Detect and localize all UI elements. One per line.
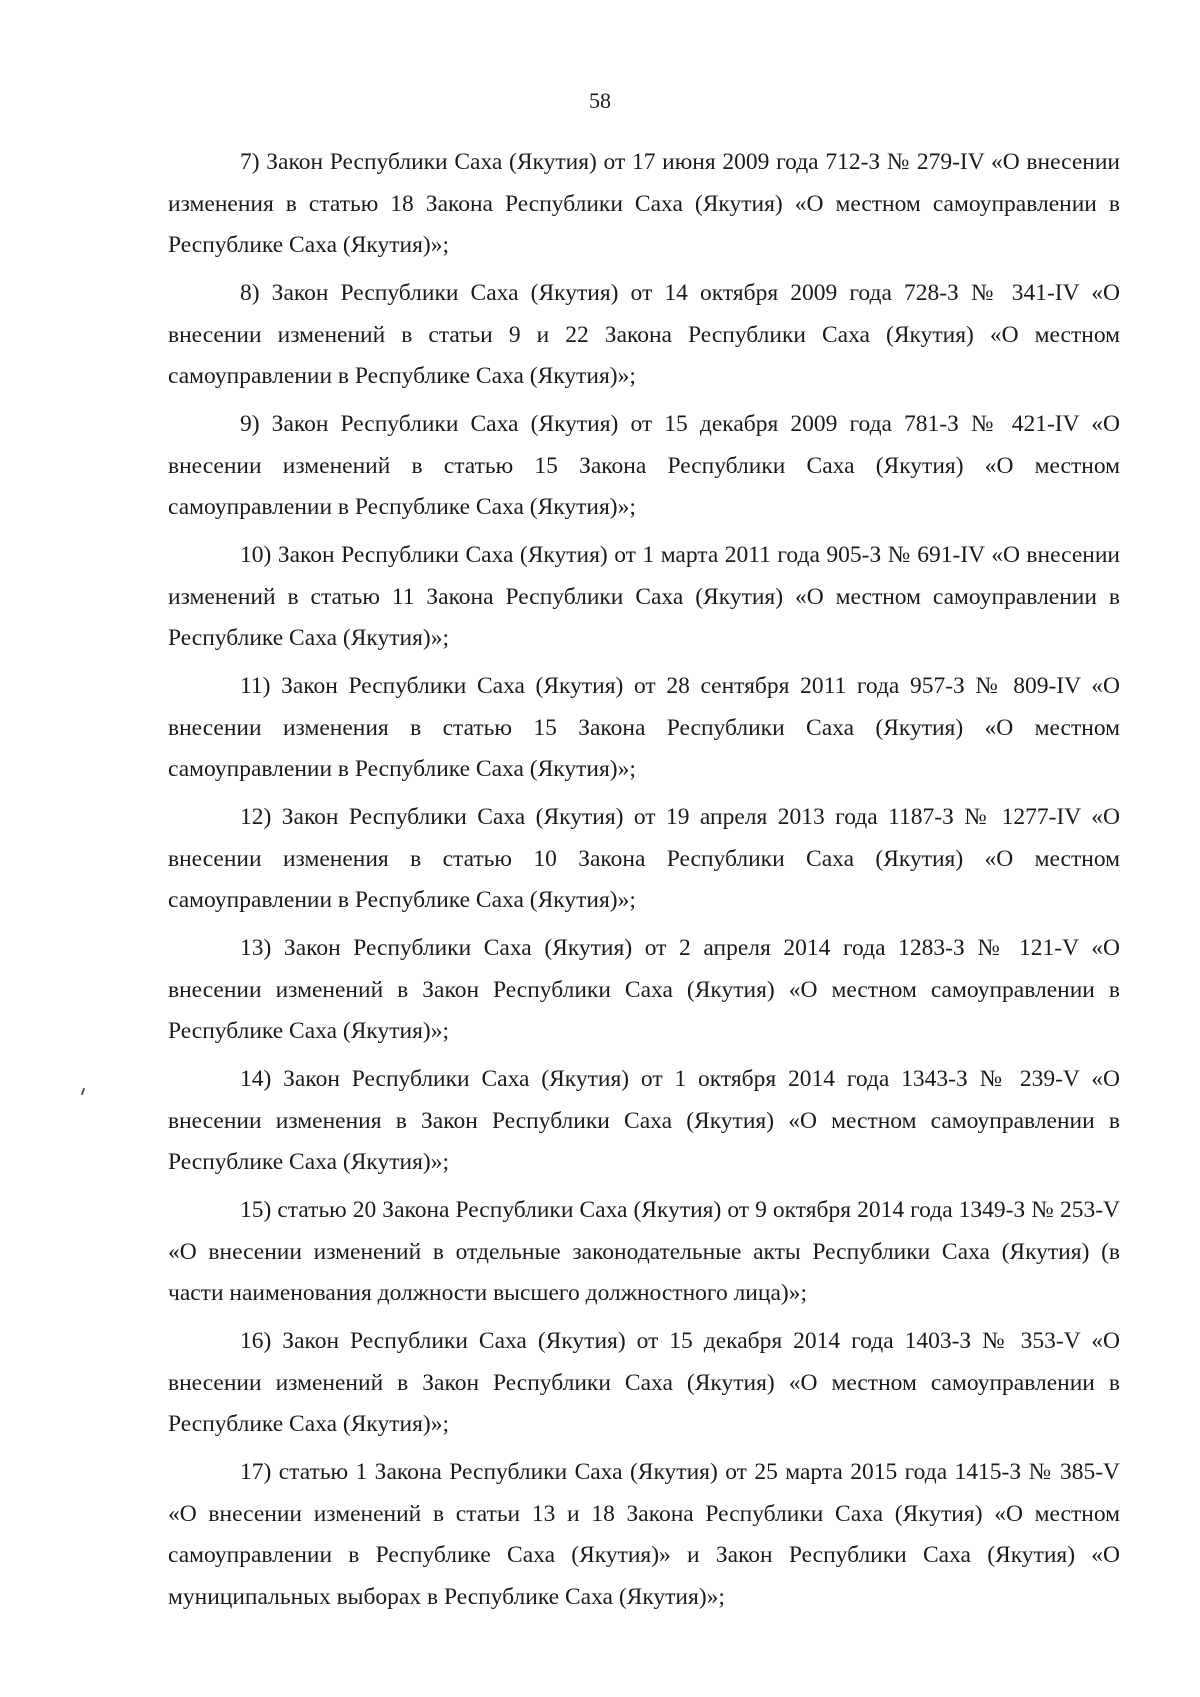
- list-item: 7) Закон Республики Саха (Якутия) от 17 июня 2009 года 712-З № 279-IV «О внесении изменения в статью 18 Закона Республики Саха (Якутия) «О местном самоуправлении в Республике Саха (Якутия)»;: [168, 149, 1120, 258]
- list-item: 13) Закон Республики Саха (Якутия) от 2 апреля 2014 года 1283-З № 121-V «О внесении изменений в Закон Республики Саха (Якутия) «О местном самоуправлении в Республике Саха (Якутия)»;: [168, 935, 1120, 1044]
- list-item: 12) Закон Республики Саха (Якутия) от 19 апреля 2013 года 1187-З № 1277-IV «О внесении изменения в статью 10 Закона Республики Саха (Якутия) «О местном самоуправлении в Республике Саха (Якутия)»;: [168, 804, 1120, 913]
- scan-artifact: [81, 1088, 85, 1095]
- list-item: 9) Закон Республики Саха (Якутия) от 15 декабря 2009 года 781-З № 421-IV «О внесении изменений в статью 15 Закона Республики Саха (Якутия) «О местном самоуправлении в Республике Саха (Якутия)»;: [168, 411, 1120, 520]
- list-item: 15) статью 20 Закона Республики Саха (Якутия) от 9 октября 2014 года 1349-З № 253-V «О внесении изменений в отдельные законодательные акты Республики Саха (Якутия) (в части наименования должности высшего должностного лица)»;: [168, 1197, 1120, 1306]
- list-item: 16) Закон Республики Саха (Якутия) от 15 декабря 2014 года 1403-З № 353-V «О внесении изменений в Закон Республики Саха (Якутия) «О местном самоуправлении в Республике Саха (Якутия)»;: [168, 1328, 1120, 1437]
- page-number: 58: [589, 88, 611, 113]
- document-body: [168, 142, 1120, 1625]
- list-item: 11) Закон Республики Саха (Якутия) от 28 сентября 2011 года 957-З № 809-IV «О внесении изменения в статью 15 Закона Республики Саха (Якутия) «О местном самоуправлении в Республике Саха (Якутия)»;: [168, 673, 1120, 782]
- list-item: 17) статью 1 Закона Республики Саха (Якутия) от 25 марта 2015 года 1415-З № 385-V «О внесении изменений в статьи 13 и 18 Закона Республики Саха (Якутия) «О местном самоуправлении в Республике Саха (Якутия)» и Закон Республики Саха (Якутия) «О муниципальных выборах в Республике Саха (Якутия)»;: [168, 1459, 1120, 1610]
- list-item: 14) Закон Республики Саха (Якутия) от 1 октября 2014 года 1343-З № 239-V «О внесении изменения в Закон Республики Саха (Якутия) «О местном самоуправлении в Республике Саха (Якутия)»;: [168, 1066, 1120, 1175]
- list-item: 8) Закон Республики Саха (Якутия) от 14 октября 2009 года 728-З № 341-IV «О внесении изменений в статьи 9 и 22 Закона Республики Саха (Якутия) «О местном самоуправлении в Республике Саха (Якутия)»;: [168, 280, 1120, 389]
- list-item: 10) Закон Республики Саха (Якутия) от 1 марта 2011 года 905-З № 691-IV «О внесении изменений в статью 11 Закона Республики Саха (Якутия) «О местном самоуправлении в Республике Саха (Якутия)»;: [168, 542, 1120, 651]
